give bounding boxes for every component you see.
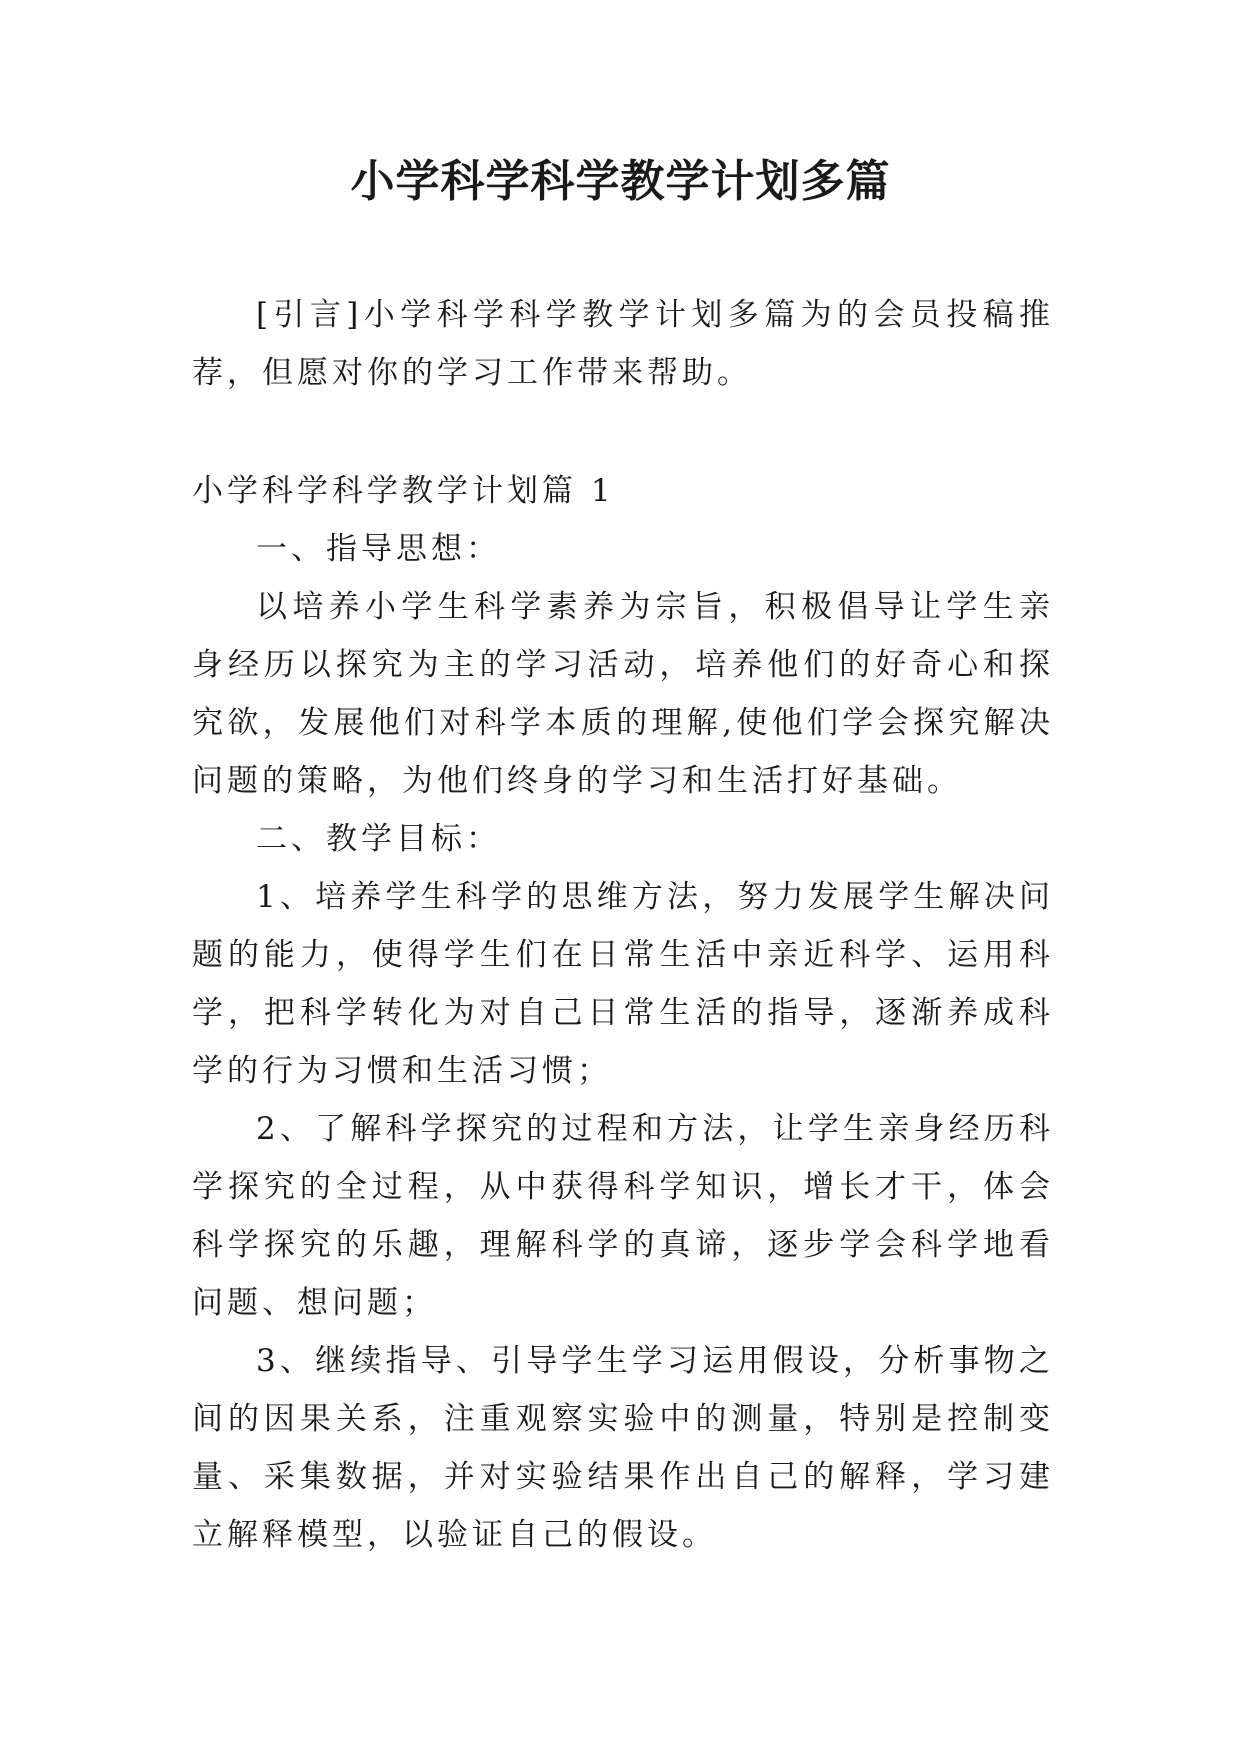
goal-item-3: 3、继续指导、引导学生学习运用假设，分析事物之间的因果关系，注重观察实验中的测量，特别是控制变量、采集数据，并对实验结果作出自己的解释，学习建立解释模型，以验证自己的假设。 [192,1343,1054,1553]
teaching-goals-heading: 二、教学目标： [256,821,501,857]
intro-block [192,286,1054,402]
plan-section [192,462,1054,1564]
goal-item-1: 1、培养学生科学的思维方法，努力发展学生解决问题的能力，使得学生们在日常生活中亲近科学、运用科学，把科学转化为对自己日常生活的指导，逐渐养成科学的行为习惯和生活习惯； [192,879,1054,1089]
guiding-ideology-heading: 一、指导思想： [256,531,501,567]
document-title: 小学科学科学教学计划多篇 [350,156,891,207]
section-heading: 小学科学科学教学计划篇 1 [192,473,615,509]
goal-item-2: 2、了解科学探究的过程和方法，让学生亲身经历科学探究的全过程，从中获得科学知识，增长才干，体会科学探究的乐趣，理解科学的真谛，逐步学会科学地看问题、想问题； [192,1111,1054,1321]
guiding-ideology-paragraph: 以培养小学生科学素养为宗旨，积极倡导让学生亲身经历以探究为主的学习活动，培养他们的好奇心和探究欲，发展他们对科学本质的理解,使他们学会探究解决问题的策略，为他们终身的学习和生活打好基础。 [192,589,1054,799]
intro-paragraph: [引言]小学科学科学教学计划多篇为的会员投稿推荐，但愿对你的学习工作带来帮助。 [192,297,1054,391]
